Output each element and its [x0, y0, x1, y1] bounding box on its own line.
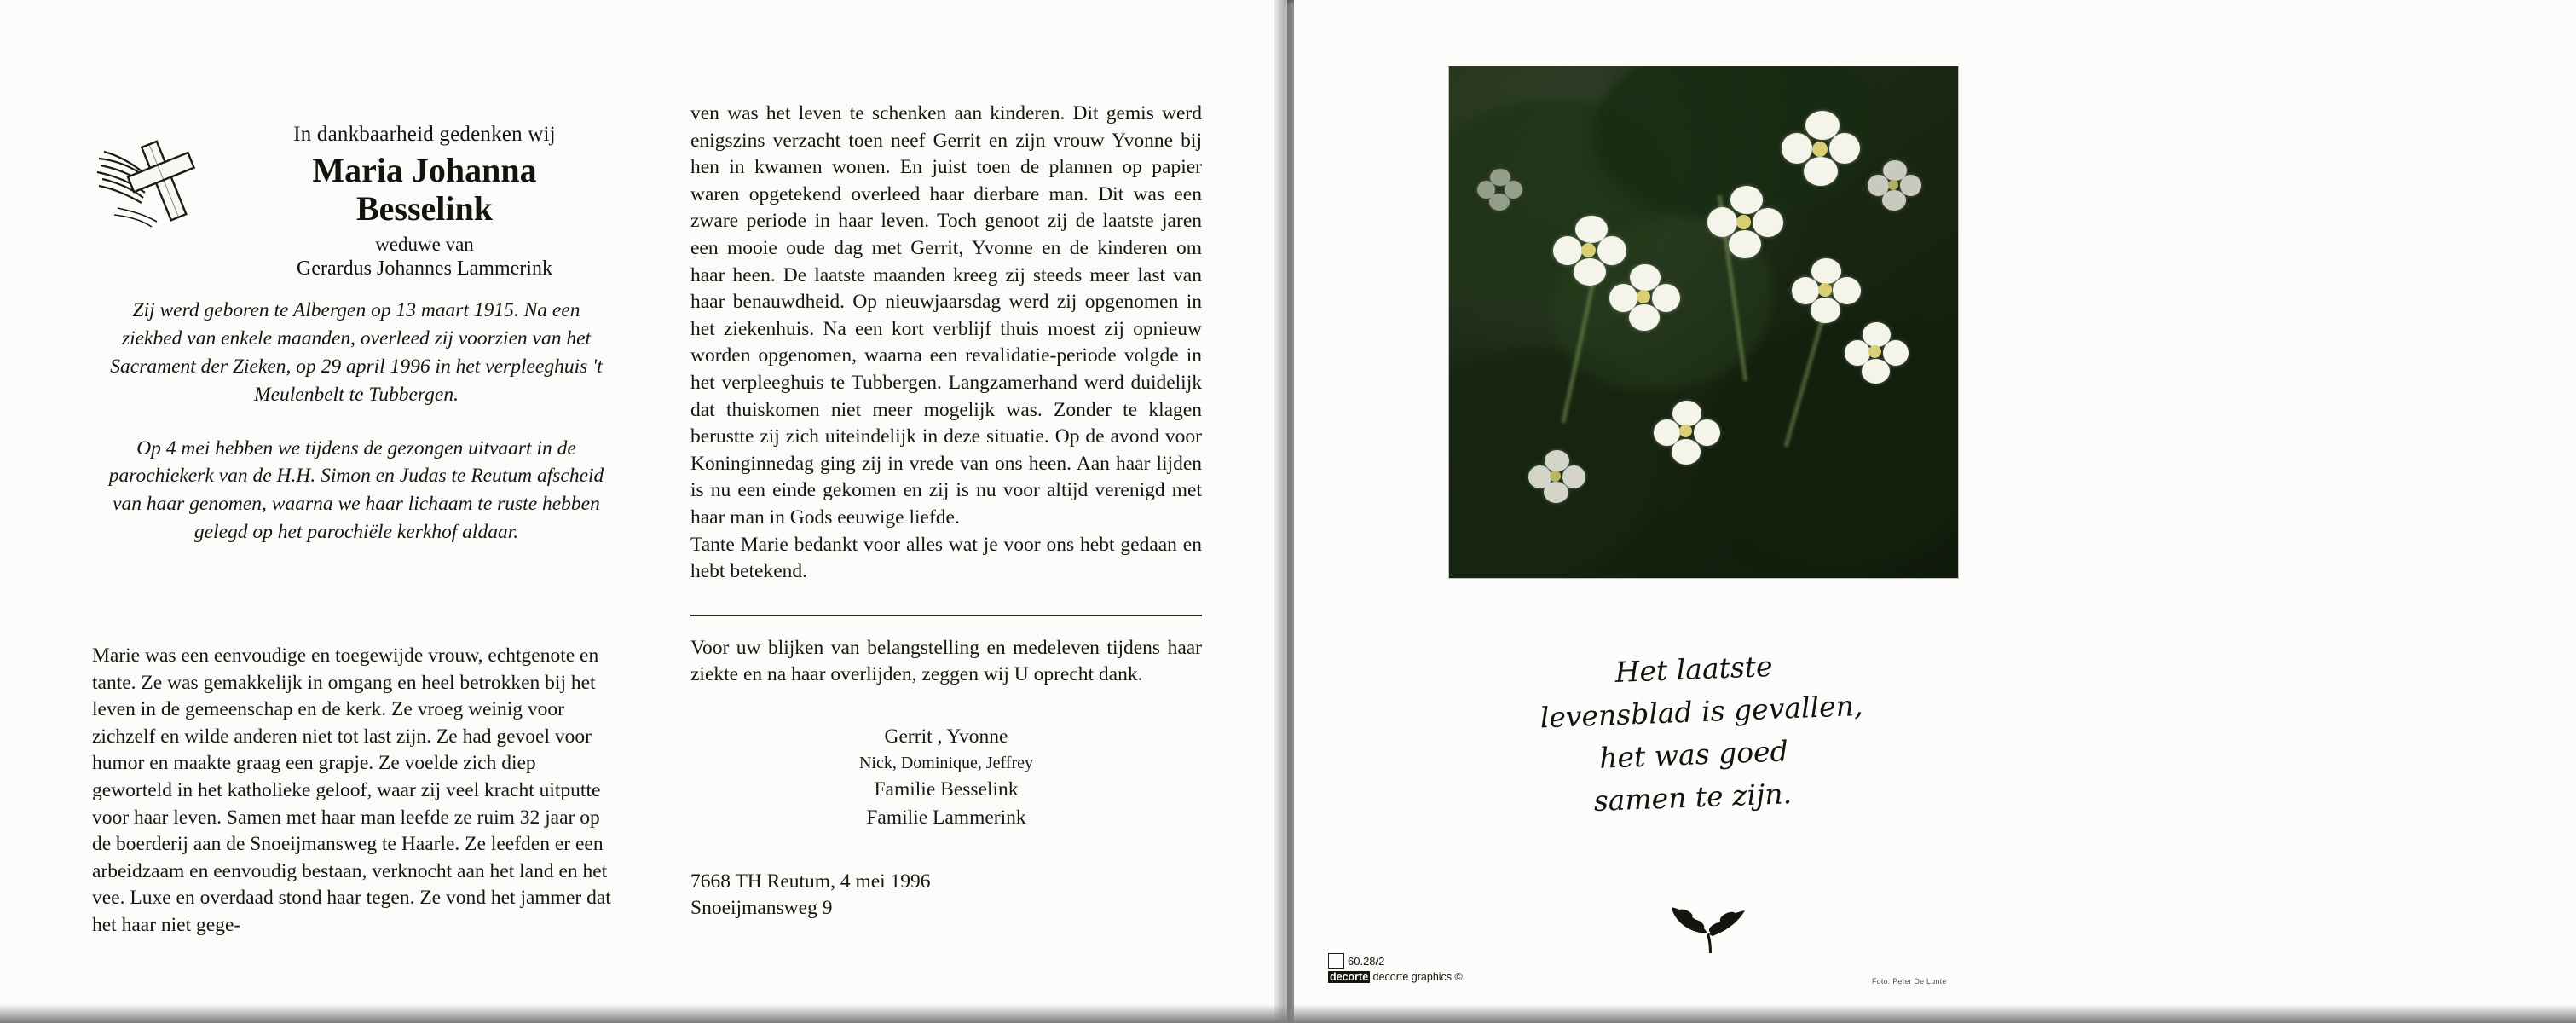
relation-label: weduwe van: [375, 233, 474, 255]
verse-line-2: levensblad is gevallen,: [1539, 689, 1864, 735]
left-body-paragraph: Marie was een eenvoudige en toegewijde vrouw, echtgenote en tante. Ze was gemakkelijk in omgang en heel betrokken bij het leven in de gemeenschap en de kerk. Ze vroeg weinig voor zichzelf en wilde anderen niet tot last zijn. Ze had gevoel voor humor en maakte graag een grapje. Ze voelde zich diep geworteld in het katholieke geloof, waar zij veel kracht uitputte voor haar leven. Samen met haar man leefde ze ruim 32 jaar op de boerderij aan de Snoeijmansweg te Haarle. Ze leefden er een arbeidzaam en eenvoudig bestaan, verknocht aan het land en het vee. Luxe en overdaad stond haar tegen. Ze vond het jammer dat het haar niet gege-: [92, 644, 611, 936]
verse-line-3: het was goed: [1598, 734, 1789, 776]
right-text-column: [690, 101, 1202, 922]
biographical-italic-block: [101, 297, 612, 546]
spouse-name: Gerardus Johannes Lammerink: [297, 257, 552, 280]
signature-line-1: Gerrit , Yvonne: [884, 725, 1008, 748]
left-body-text: [92, 643, 616, 939]
horizontal-divider: [690, 615, 1202, 616]
deceased-header: [241, 123, 608, 280]
address-block: [690, 869, 1202, 922]
italic-paragraph-birth-death: Zij werd geboren te Albergen op 13 maart 1915. Na een ziekbed van enkele maanden, overleed zij voorzien van het Sacrament der Zieken, op 29 april 1996 in het verpleeghuis 't Meulenbelt te Tubbergen.: [110, 299, 603, 406]
page-fold-shadow: [1274, 0, 1295, 1023]
address-line-2: Snoeijmansweg 9: [690, 897, 833, 920]
printer-brand-text: decorte graphics ©: [1372, 971, 1463, 983]
printer-mark-box-icon: [1328, 953, 1344, 969]
italic-paragraph-funeral: Op 4 mei hebben we tijdens de gezongen uitvaart in de parochiekerk van de H.H. Simon en Judas te Reutum afscheid van haar genomen, waarna we haar lichaam te ruste hebben gelegd op het parochiële kerkhof aldaar.: [108, 436, 604, 544]
photo-credit: Foto: Peter De Lunte: [1872, 977, 1947, 985]
deceased-name-line-1: Maria Johanna: [312, 151, 537, 189]
continued-body-text: [690, 101, 1202, 586]
address-line-1: 7668 TH Reutum, 4 mei 1996: [690, 870, 931, 893]
printer-code: 60.28/2: [1348, 955, 1385, 968]
printer-mark: [1328, 953, 1463, 983]
closing-thanks-paragraph: Tante Marie bedankt voor alles wat je voor ons hebt gedaan en hebt betekend.: [690, 533, 1202, 583]
signature-line-2: Nick, Dominique, Jeffrey: [858, 754, 1034, 773]
signature-line-3: Familie Besselink: [874, 777, 1019, 800]
printer-brand: decorte decorte graphics ©: [1330, 971, 1463, 983]
white-blossom-photo: [1449, 66, 1958, 578]
deceased-name-line-2: Besselink: [355, 188, 494, 228]
signature-line-4: Familie Lammerink: [866, 806, 1026, 829]
verse-handwriting: [1437, 638, 1972, 829]
verse-line-4: samen te zijn.: [1593, 777, 1793, 818]
family-signature-block: [690, 723, 1202, 832]
cross-with-wheat-icon: [92, 126, 220, 237]
continued-body-paragraph: ven was het leven te schenken aan kinderen. Dit gemis werd enigszins verzacht toen neef Gerrit en zijn vrouw Yvonne bij hen in kwamen wonen. En juist toen de plannen op papier waren opgetekend overleed haar dierbare man. Dit was een zware periode in haar leven. Toch genoot zij de laatste jaren een mooie oude dag met Gerrit, Yvonne en de kinderen om haar heen. De laatste maanden kreeg zij steeds meer last van haar benauwdheid. Op nieuwjaarsdag werd zij opgenomen in het ziekenhuis. Na een kort verblijf thuis moest zij opnieuw worden opgenomen, waarna een revalidatie-periode volgde in het verpleeghuis te Tubbergen. Langzamerhand werd duidelijk dat thuiskomen niet meer mogelijk was. Zonder te klagen berustte zij zich uiteindelijk in deze situatie. Op de avond voor Koninginnedag ging zij in vrede van ons heen. Aan haar lijden is nu een einde gekomen en zij is nu voor altijd verenigd met haar man in Gods eeuwige liefde.: [690, 102, 1202, 529]
verse-line-1: Het laatste: [1614, 649, 1774, 689]
intro-line: In dankbaarheid gedenken wij: [293, 123, 556, 146]
olive-sprig-icon: [1666, 897, 1752, 957]
scan-bottom-edge: [0, 1004, 2576, 1023]
condolences-thanks-text: Voor uw blijken van belangstelling en medeleven tijdens haar ziekte en na haar overlijden, zeggen wij U oprecht dank.: [690, 636, 1202, 686]
card-inner-left-page: [0, 0, 1287, 1023]
